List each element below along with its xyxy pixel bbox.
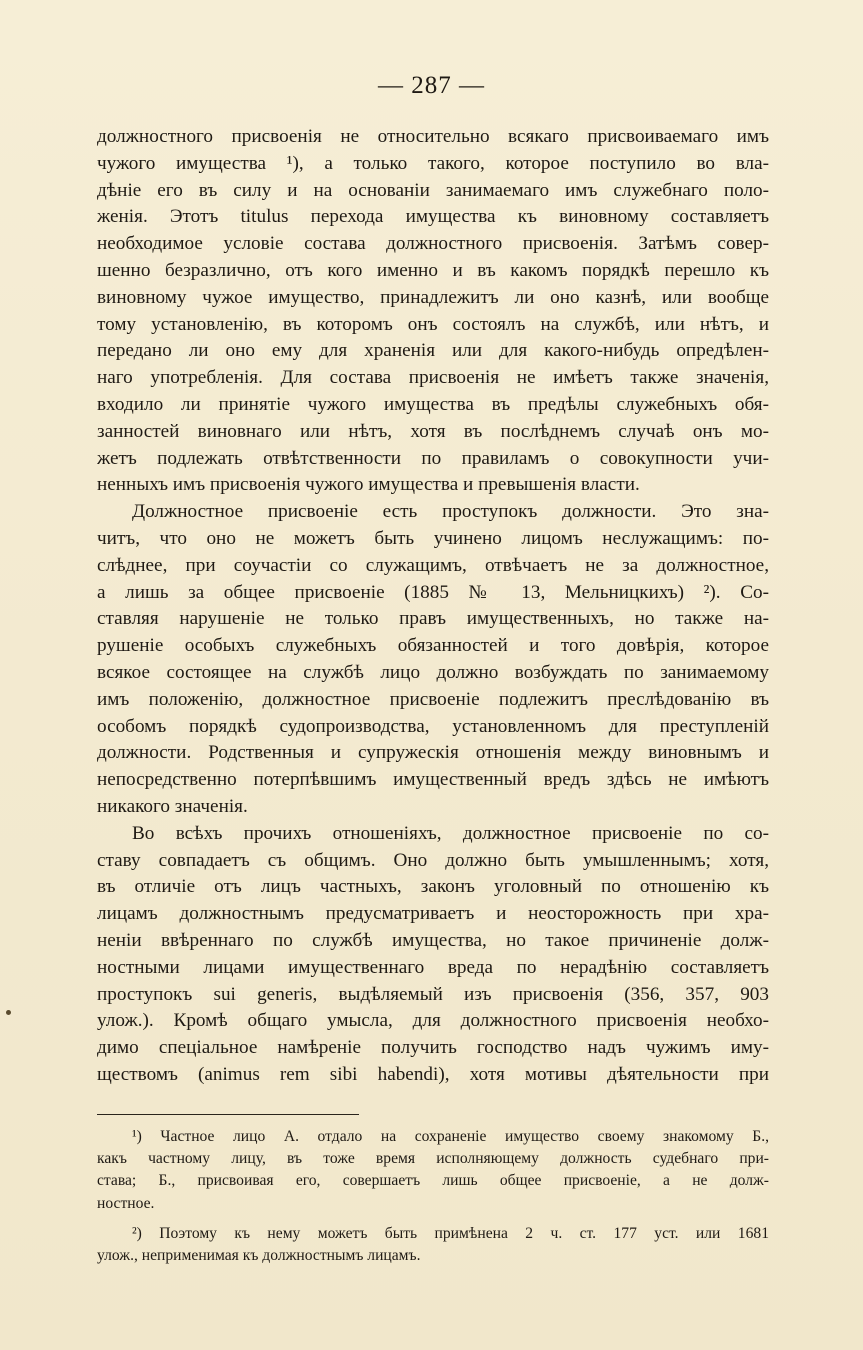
main-text: [97, 124, 769, 1089]
text-line: Должностное присвоеніе есть проступокъ должности. Это зна-: [132, 501, 769, 523]
text-line: жетъ подлежать отвѣтственности по правиламъ о совокупности учи-: [97, 447, 769, 469]
text-line: тому установленію, въ которомъ онъ состоялъ на службѣ, или нѣтъ, и: [97, 313, 769, 335]
footnote-line: ¹) Частное лицо А. отдало на сохраненіе имущество своему знакомому Б.,: [132, 1128, 769, 1145]
text-line: виновному чужое имущество, принадлежитъ ли оно казнѣ, или вообще: [97, 286, 769, 308]
text-line: ставляя нарушеніе не только правъ имущественныхъ, но также на-: [97, 608, 769, 630]
text-line: читъ, что оно не можетъ быть учинено лицомъ неслужащимъ: по-: [97, 527, 769, 549]
text-line: имъ положенію, должностное присвоеніе подлежитъ преслѣдованію въ: [97, 688, 769, 710]
text-line: ностными лицами имущественнаго вреда по нерадѣнію составляетъ: [97, 956, 769, 978]
text-line: наго употребленія. Для состава присвоенія не имѣетъ также значенія,: [97, 367, 769, 389]
text-line: непосредственно потерпѣвшимъ имущественный вредъ здѣсь не имѣютъ: [97, 769, 769, 791]
footnote-line: какъ частному лицу, въ тоже время исполняющему должность судебнаго при-: [97, 1150, 769, 1168]
text-line: а лишь за общее присвоеніе (1885 № 13, Мельницкихъ) ²). Со-: [97, 581, 769, 603]
text-line: должности. Родственныя и супружескія отношенія между виновнымъ и: [97, 742, 769, 764]
text-line: слѣднее, при соучастіи со служащимъ, отвѣчаетъ не за должностное,: [97, 554, 769, 576]
text-line: Во всѣхъ прочихъ отношеніяхъ, должностное присвоеніе по со-: [132, 822, 769, 844]
text-line: димо спеціальное намѣреніе получить господство надъ чужимъ иму-: [97, 1037, 769, 1059]
footnote-line: ностное.: [97, 1194, 155, 1212]
margin-ink-spot: [6, 1010, 11, 1015]
text-line: лицамъ должностнымъ предусматриваетъ и неосторожность при хра-: [97, 903, 769, 925]
text-line: женія. Этотъ titulus перехода имущества къ виновному составляетъ: [97, 206, 769, 228]
text-line: особомъ порядкѣ судопроизводства, установленномъ для преступленій: [97, 715, 769, 737]
text-line: необходимое условіе состава должностного присвоенія. Затѣмъ совер-: [97, 233, 769, 255]
footnote-line: ²) Поэтому къ нему можетъ быть примѣнена 2 ч. ст. 177 уст. или 1681: [132, 1224, 769, 1242]
text-line: рушеніе особыхъ служебныхъ обязанностей и того довѣрія, которое: [97, 635, 769, 657]
text-line: проступокъ sui generis, выдѣляемый изъ присвоенія (356, 357, 903: [97, 983, 769, 1005]
text-line: шенно безразлично, отъ кого именно и въ какомъ порядкѣ перешло къ: [97, 259, 769, 281]
text-line: улож.). Кромѣ общаго умысла, для должностного присвоенія необхо-: [97, 1010, 769, 1032]
page-number: — 287 —: [378, 72, 485, 99]
text-line: должностного присвоенія не относительно всякаго присвоиваемаго имъ: [97, 126, 769, 147]
text-line: неніи ввѣреннаго по службѣ имущества, но такое причиненіе долж-: [97, 929, 769, 951]
text-line: ненныхъ имъ присвоенія чужого имущества и превышенія власти.: [97, 474, 640, 496]
text-line: ставу совпадаетъ съ общимъ. Оно должно быть умышленнымъ; хотя,: [97, 849, 769, 871]
text-line: въ отличіе отъ лицъ частныхъ, законъ уголовный по отношенію къ: [97, 876, 769, 898]
text-line: передано ли оно ему для храненія или для какого-нибудь опредѣлен-: [97, 340, 769, 362]
footnote-separator: [97, 1114, 359, 1115]
text-line: никакого значенія.: [97, 795, 248, 817]
text-line: входило ли принятіе чужого имущества въ предѣлы служебныхъ обя-: [97, 393, 769, 415]
footnote-line: става; Б., присвоивая его, совершаетъ лишь общее присвоеніе, а не долж-: [97, 1172, 769, 1190]
text-line: чужого имущества ¹), а только такого, которое поступило во вла-: [97, 152, 769, 174]
text-line: занностей виновнаго или нѣтъ, хотя въ послѣднемъ случаѣ онъ мо-: [97, 420, 769, 442]
text-line: всякое состоящее на службѣ лицо должно возбуждать по занимаемому: [97, 661, 769, 683]
text-line: ществомъ (animus rem sibi habendi), хотя мотивы дѣятельности при: [97, 1063, 769, 1085]
text-line: дѣніе его въ силу и на основаніи занимаемаго имъ служебнаго поло-: [97, 179, 769, 201]
footnotes: [97, 1126, 769, 1267]
footnote-line: улож., неприменимая къ должностнымъ лицамъ.: [97, 1246, 421, 1264]
